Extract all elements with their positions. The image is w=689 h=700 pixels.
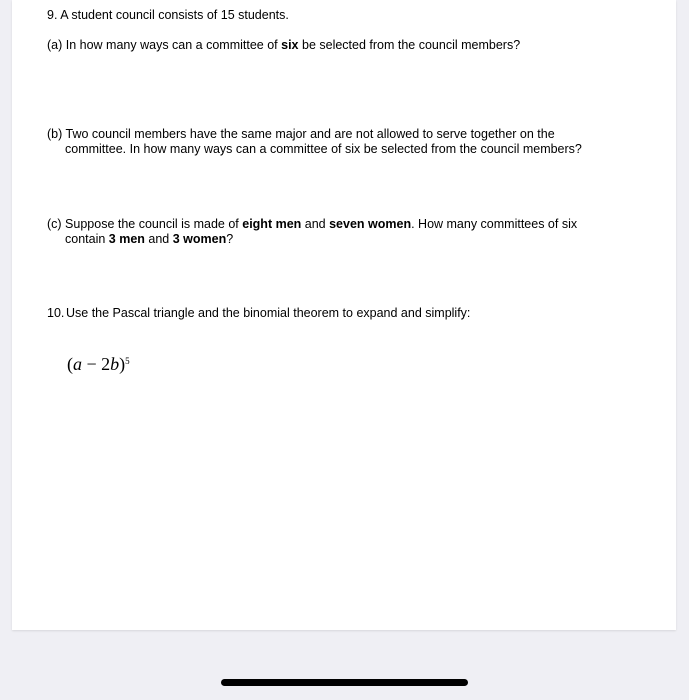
question-9b-line-2: committee. In how many ways can a committee of six be selected from the council members?: [65, 142, 582, 156]
question-9c-l2-prefix: contain: [65, 232, 109, 246]
question-9-number: 9.: [47, 8, 58, 22]
binomial-expression: [67, 353, 130, 375]
expr-minus: −: [82, 354, 102, 374]
question-9a-suffix: be selected from the council members?: [298, 38, 521, 52]
question-10: [47, 306, 470, 321]
question-9c-l1-bold-men: eight men: [242, 217, 302, 231]
question-9: [47, 8, 289, 23]
expr-var-a: a: [73, 354, 82, 374]
question-9c-l2-bold-women: 3 women: [172, 232, 227, 246]
document-page: [12, 0, 676, 630]
expr-open-paren: (: [67, 354, 73, 374]
question-9c-line-2: [65, 232, 233, 247]
expr-coefficient: 2: [101, 354, 111, 374]
question-9c-l2-suffix: ?: [226, 232, 234, 246]
question-9c-l2-bold-men: 3 men: [108, 232, 145, 246]
question-9-text: A student council consists of 15 students.: [60, 8, 289, 22]
question-9c-l1-prefix: (c) Suppose the council is made of: [47, 217, 243, 231]
question-9c-l1-suffix: . How many committees of six: [411, 217, 578, 231]
question-9a-prefix: (a) In how many ways can a committee of: [47, 38, 282, 52]
question-10-number: 10.: [47, 306, 65, 320]
question-9c-l1-bold-women: seven women: [329, 217, 412, 231]
question-9c-line-1: [47, 217, 577, 232]
question-10-text: Use the Pascal triangle and the binomial theorem to expand and simplify:: [66, 306, 471, 320]
expr-exponent: 5: [125, 356, 130, 366]
expr-close-paren: ): [119, 354, 126, 374]
home-indicator[interactable]: [221, 679, 468, 686]
question-9c-l2-mid: and: [144, 232, 173, 246]
question-9a: [47, 38, 520, 53]
question-9c-l1-mid: and: [301, 217, 330, 231]
question-9b-line-1: (b) Two council members have the same major and are not allowed to serve together on the: [47, 127, 555, 141]
expr-var-b: b: [110, 354, 120, 374]
question-9a-bold: six: [281, 38, 299, 52]
